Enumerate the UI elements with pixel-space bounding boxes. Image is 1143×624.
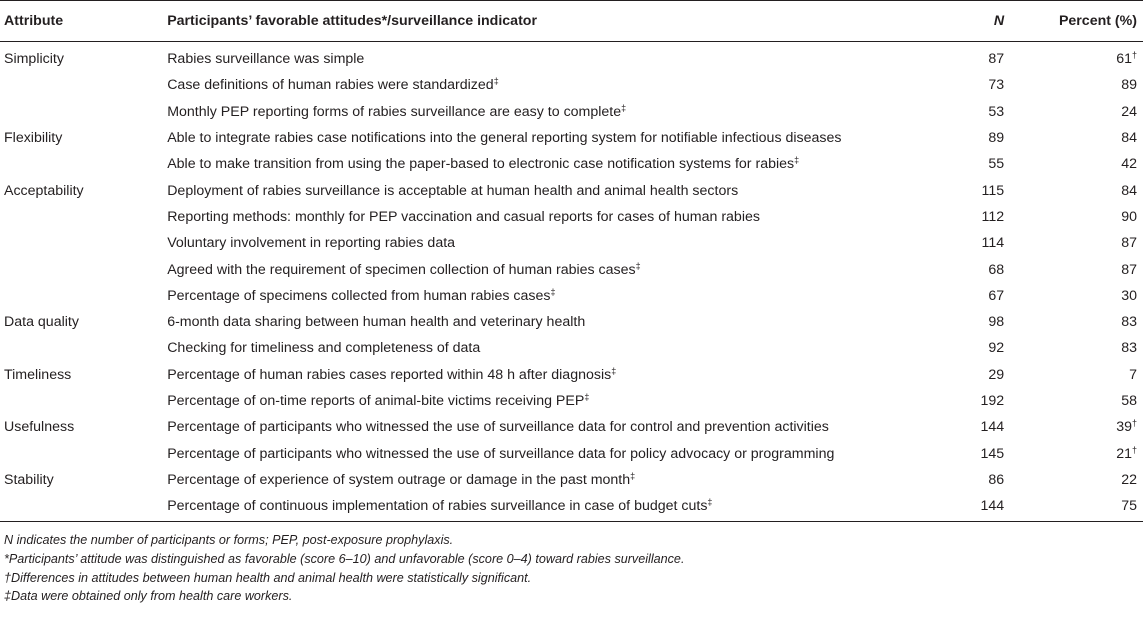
percent-cell — [1004, 493, 1143, 522]
percent-cell — [1004, 388, 1143, 414]
percent-cell-text: 39 — [1116, 419, 1132, 436]
attribute-cell — [0, 125, 167, 151]
indicator-cell — [167, 440, 925, 466]
indicator-cell — [167, 151, 925, 177]
percent-cell-text: 22 — [1121, 471, 1137, 488]
table-row — [0, 177, 1143, 203]
percent-cell-text: 75 — [1121, 498, 1137, 515]
n-cell — [925, 388, 1004, 414]
n-cell-text: 144 — [980, 498, 1005, 515]
percent-cell-text: 84 — [1121, 130, 1137, 147]
attribute-cell-text: Flexibility — [4, 130, 63, 147]
n-cell — [925, 204, 1004, 230]
indicator-cell — [167, 335, 925, 361]
header-percent: Percent (%) — [1004, 1, 1143, 42]
n-cell-text: 67 — [988, 287, 1005, 304]
indicator-cell-text: Percentage of participants who witnessed the use of surveillance data for policy advocacy or programming — [167, 445, 835, 462]
percent-cell — [1004, 72, 1143, 98]
attribute-cell — [0, 204, 167, 230]
table-row — [0, 493, 1143, 522]
percent-cell — [1004, 414, 1143, 440]
indicator-cell-mark: ‡ — [621, 102, 627, 113]
indicator-cell — [167, 388, 925, 414]
percent-cell-text: 87 — [1121, 261, 1137, 278]
percent-cell-text: 24 — [1121, 103, 1137, 120]
indicator-cell-mark: ‡ — [794, 155, 800, 166]
attribute-cell — [0, 151, 167, 177]
table-row — [0, 72, 1143, 98]
percent-cell-text: 7 — [1129, 366, 1137, 383]
attribute-cell — [0, 72, 167, 98]
attribute-cell-text: Simplicity — [4, 51, 64, 68]
table-row — [0, 125, 1143, 151]
indicator-cell-text: Percentage of on-time reports of animal-bite victims receiving PEP — [167, 393, 585, 409]
attribute-cell-text: Timeliness — [4, 366, 72, 383]
n-cell-text: 53 — [988, 103, 1005, 120]
table-body — [0, 42, 1143, 522]
indicator-cell — [167, 230, 925, 256]
n-cell-text: 114 — [981, 235, 1005, 252]
percent-cell-text: 58 — [1121, 393, 1137, 409]
attribute-cell — [0, 309, 167, 335]
n-cell — [925, 493, 1004, 522]
table-row — [0, 204, 1143, 230]
percent-cell — [1004, 309, 1143, 335]
attribute-cell — [0, 414, 167, 440]
n-cell — [925, 467, 1004, 493]
indicator-cell-mark: ‡ — [584, 392, 590, 402]
percent-cell-text: 84 — [1121, 182, 1137, 199]
n-cell — [925, 362, 1004, 388]
indicator-cell-text: Rabies surveillance was simple — [167, 51, 365, 68]
indicator-cell — [167, 493, 925, 522]
attribute-cell — [0, 177, 167, 203]
footnote-abbreviations: N indicates the number of participants or forms; PEP, post-exposure prophylaxis. — [4, 533, 454, 548]
percent-cell — [1004, 177, 1143, 203]
table-row — [0, 230, 1143, 256]
indicator-cell-text: Reporting methods: monthly for PEP vaccination and casual reports for cases of human rabies — [167, 208, 760, 225]
percent-cell — [1004, 467, 1143, 493]
percent-cell-text: 42 — [1121, 156, 1137, 173]
n-cell-text: 73 — [988, 77, 1005, 94]
attribute-cell — [0, 42, 167, 73]
indicator-cell-mark: ‡ — [550, 286, 556, 297]
percent-cell — [1004, 204, 1143, 230]
n-cell-text: 89 — [988, 130, 1005, 147]
footnote-health-workers: ‡Data were obtained only from health care workers. — [4, 589, 293, 604]
percent-cell — [1004, 440, 1143, 466]
n-cell — [925, 99, 1004, 125]
indicator-cell-mark: ‡ — [635, 260, 641, 271]
n-cell-text: 86 — [988, 471, 1005, 488]
percent-cell-text: 89 — [1121, 77, 1137, 94]
table-row — [0, 335, 1143, 361]
attribute-cell-text: Acceptability — [4, 182, 84, 199]
indicator-cell — [167, 42, 925, 73]
attribute-cell — [0, 283, 167, 309]
indicator-cell-text: 6-month data sharing between human health and veterinary health — [167, 314, 586, 331]
percent-cell — [1004, 283, 1143, 309]
attribute-cell — [0, 388, 167, 414]
indicator-cell — [167, 414, 925, 440]
percent-cell-text: 61 — [1116, 51, 1132, 68]
n-cell-text: 98 — [988, 314, 1005, 331]
n-cell-text: 192 — [980, 393, 1005, 409]
table-row — [0, 151, 1143, 177]
table-row — [0, 414, 1143, 440]
indicator-cell-text: Percentage of participants who witnessed the use of surveillance data for control and prevention activities — [167, 419, 829, 436]
indicator-cell-mark: ‡ — [611, 365, 617, 376]
n-cell — [925, 309, 1004, 335]
percent-cell — [1004, 362, 1143, 388]
footnote-significance: †Differences in attitudes between human health and animal health were statistically significant. — [4, 570, 532, 585]
indicator-cell-text: Monthly PEP reporting forms of rabies surveillance are easy to complete — [167, 103, 622, 120]
percent-cell — [1004, 125, 1143, 151]
n-cell — [925, 440, 1004, 466]
n-cell — [925, 42, 1004, 73]
percent-cell-text: 21 — [1116, 445, 1132, 462]
indicator-cell-text: Percentage of continuous implementation of rabies surveillance in case of budget cuts — [167, 498, 708, 515]
indicator-cell-text: Percentage of experience of system outrage or damage in the past month — [167, 471, 631, 488]
indicator-cell-mark: ‡ — [630, 470, 636, 481]
attribute-cell-text: Stability — [4, 471, 54, 488]
n-cell — [925, 72, 1004, 98]
indicator-cell-text: Percentage of specimens collected from human rabies cases — [167, 287, 551, 304]
n-cell — [925, 414, 1004, 440]
table-row — [0, 467, 1143, 493]
indicator-cell — [167, 72, 925, 98]
attribute-cell — [0, 467, 167, 493]
header-n: N — [925, 1, 1004, 42]
table-row — [0, 42, 1143, 73]
table-row — [0, 283, 1143, 309]
indicator-cell-text: Able to make transition from using the paper-based to electronic case notification systems for rabies — [167, 156, 795, 173]
n-cell — [925, 151, 1004, 177]
n-cell — [925, 256, 1004, 282]
percent-cell-mark: † — [1131, 50, 1137, 61]
indicator-cell — [167, 256, 925, 282]
footnote-attitude: *Participants’ attitude was distinguished as favorable (score 6–10) and unfavorable (score 0–4) toward rabies surveillance. — [4, 551, 685, 566]
percent-cell — [1004, 230, 1143, 256]
n-cell-text: 144 — [980, 419, 1005, 436]
percent-cell-text: 87 — [1121, 235, 1137, 252]
n-cell-text: 55 — [988, 156, 1005, 173]
n-cell — [925, 335, 1004, 361]
indicator-cell-text: Checking for timeliness and completeness of data — [167, 340, 481, 357]
indicator-cell-text: Agreed with the requirement of specimen collection of human rabies cases — [167, 261, 636, 278]
attribute-cell — [0, 362, 167, 388]
percent-cell — [1004, 335, 1143, 361]
percent-cell-mark: † — [1131, 444, 1137, 455]
n-cell-text: 115 — [981, 182, 1005, 199]
indicator-cell-mark: ‡ — [493, 76, 499, 87]
indicator-cell — [167, 362, 925, 388]
attribute-cell — [0, 440, 167, 466]
indicator-cell — [167, 467, 925, 493]
attribute-cell — [0, 230, 167, 256]
percent-cell — [1004, 256, 1143, 282]
indicator-cell — [167, 99, 925, 125]
attribute-cell-text: Usefulness — [4, 419, 75, 436]
n-cell-text: 29 — [988, 366, 1005, 383]
percent-cell-text: 83 — [1121, 340, 1137, 357]
attribute-cell — [0, 493, 167, 522]
table-row — [0, 99, 1143, 125]
header-indicator: Participants’ favorable attitudes*/surveillance indicator — [167, 1, 925, 42]
percent-cell — [1004, 99, 1143, 125]
indicator-cell — [167, 283, 925, 309]
n-cell-text: 145 — [980, 445, 1005, 462]
percent-cell-text: 83 — [1121, 314, 1137, 331]
table-row — [0, 256, 1143, 282]
percent-cell — [1004, 151, 1143, 177]
header-row — [0, 1, 1143, 42]
table-row — [0, 388, 1143, 414]
attribute-cell — [0, 335, 167, 361]
table-row — [0, 309, 1143, 335]
attribute-cell — [0, 99, 167, 125]
percent-cell-text: 30 — [1121, 287, 1137, 304]
n-cell — [925, 125, 1004, 151]
n-cell-text: 92 — [988, 340, 1005, 357]
n-cell-text: 112 — [981, 208, 1005, 225]
indicator-cell-mark: ‡ — [707, 497, 713, 508]
n-cell — [925, 177, 1004, 203]
indicator-cell — [167, 309, 925, 335]
percent-cell-text: 90 — [1121, 208, 1137, 225]
indicator-cell — [167, 125, 925, 151]
indicator-cell-text: Percentage of human rabies cases reported within 48 h after diagnosis — [167, 366, 612, 383]
header-attribute: Attribute — [0, 1, 167, 42]
percent-cell-mark: † — [1131, 418, 1137, 429]
n-cell-text: 68 — [988, 261, 1005, 278]
attribute-cell-text: Data quality — [4, 314, 79, 331]
indicator-cell-text: Voluntary involvement in reporting rabies data — [167, 235, 456, 252]
indicator-cell-text: Case definitions of human rabies were standardized — [167, 77, 494, 94]
indicator-cell-text: Deployment of rabies surveillance is acceptable at human health and animal health sectors — [167, 182, 739, 199]
footnotes — [0, 531, 1143, 605]
n-cell — [925, 283, 1004, 309]
indicator-cell — [167, 204, 925, 230]
percent-cell — [1004, 42, 1143, 73]
indicator-cell — [167, 177, 925, 203]
n-cell — [925, 230, 1004, 256]
table-row — [0, 362, 1143, 388]
indicator-cell-text: Able to integrate rabies case notifications into the general reporting system for notifiable infectious diseases — [167, 130, 842, 147]
attribute-cell — [0, 256, 167, 282]
n-cell-text: 87 — [988, 51, 1005, 68]
table-row — [0, 440, 1143, 466]
